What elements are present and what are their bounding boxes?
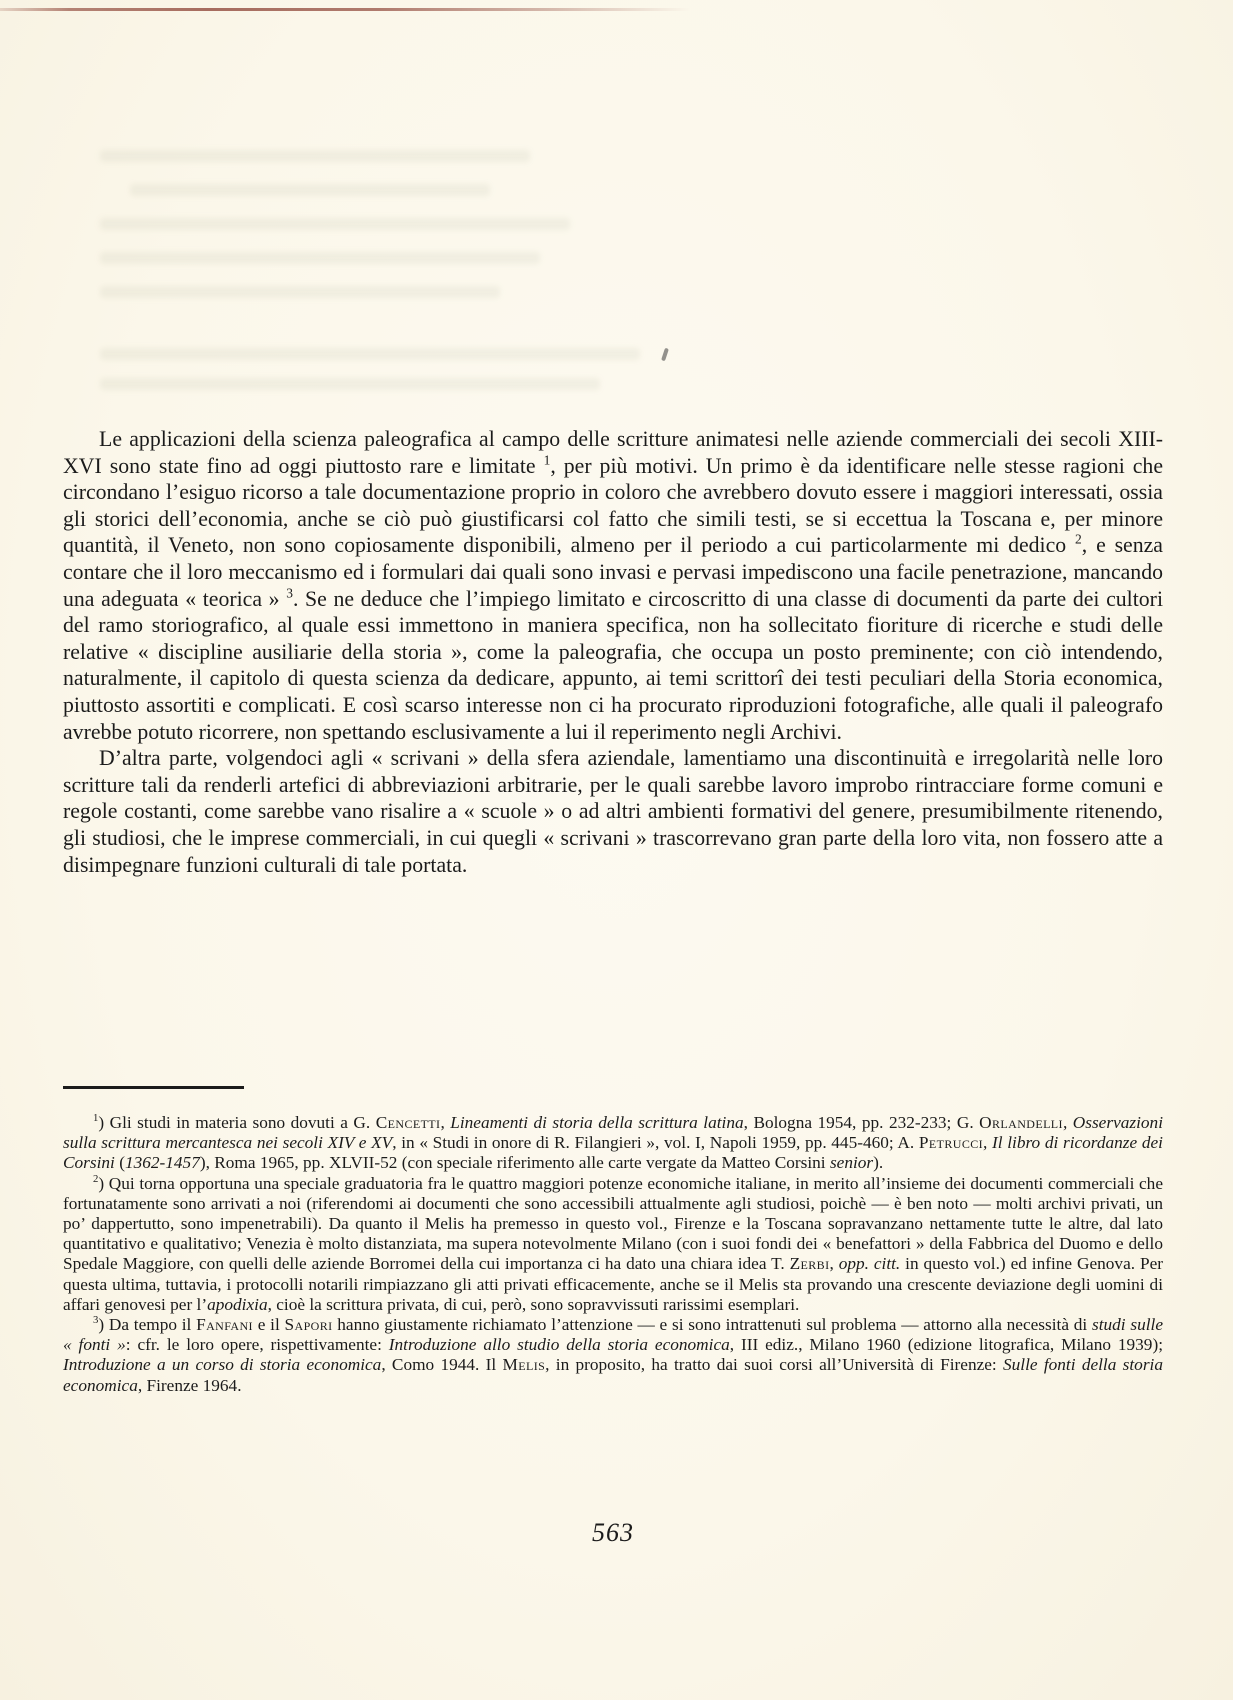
body-paragraph-1: Le applicazioni della scienza paleografica al campo delle scritture animatesi nelle aziende commerciali dei secoli XIII-XVI sono state fino ad oggi piuttosto rare e limitate $^1$, per più motivi. Un primo è da identificare nelle stesse ragioni che circondano l’esiguo ricorso a tale documentazione proprio in coloro che avrebbero dovuto essere i maggiori interessati, ossia gli storici dell’economia, anche se ciò può giustificarsi col fatto che simili testi, se si eccettua la Toscana e, per minore quantità, il Veneto, non sono copiosamente disponibili, almeno per il periodo a cui particolarmente mi dedico $^2$, e senza contare che il loro meccanismo ed i formulari dai quali sono invasi e pervasi impediscono una facile penetrazione, mancando una adeguata « teorica » $^3$. Se ne deduce che l’impiego limitato e circoscritto di una classe di documenti da parte dei cultori del ramo storiografico, al quale essi immettono in maniera specifica, non ha sollecitato fioriture di ricerche e studi delle relative « discipline ausiliarie della storia », come la paleografia, che occupa un posto preminente; con ciò intendendo, naturalmente, il capitolo di questa scienza da dedicare, appunto, ai temi scrittorî dei testi peculiari della Storia economica, piuttosto assortiti e complicati. E così scarso interesse non ci ha procurato riproduzioni fotografiche, alle quali il paleografo avrebbe potuto ricorrere, non spettando esclusivamente a lui il reperimento negli Archivi. <box>63 427 1164 744</box>
footnote-separator <box>63 1086 244 1089</box>
scan-speck <box>661 348 669 362</box>
footnote-1: $^1$) Gli studi in materia sono dovuti a G. Cencetti, Lineamenti di storia della scrittura latina, Bologna 1954, pp. 232-233; G. Orlandelli, Osservazioni sulla scrittura mercantesca nei secoli XIV e XV, in « Studi in onore di R. Filangieri », vol. I, Napoli 1959, pp. 445-460; A. Petrucci, Il libro di ricordanze dei Corsini (1362-1457), Roma 1965, pp. XLVII-52 (con speciale riferimento alle carte vergate da Matteo Corsini senior). <box>63 1112 1163 1173</box>
footnote-2: $^2$) Qui torna opportuna una speciale graduatoria fra le quattro maggiori potenze economiche italiane, in merito all’insieme dei documenti commerciali che fortunatamente sono arrivati a noi (riferendomi ai documenti che sono accessibili attualmente agli studiosi, poichè — è ben noto — molti archivi privati, un po’ dappertutto, sono impenetrabili). Da quanto il Melis ha premesso in questo vol., Firenze e la Toscana sopravanzano nettamente tutte le altre, dal lato quantitativo e qualitativo; Venezia è molto distanziata, ma supera notevolmente Milano (con i suoi fondi dei « benefattori » della Fabbrica del Duomo e dello Spedale Maggiore, con quelli delle aziende Borromei della cui importanza ci ha dato una chiara idea T. Zerbi, opp. citt. in questo vol.) ed infine Genova. Per questa ultima, tuttavia, i protocolli notarili rimpiazzano gli atti privati efficacemente, anche se il Melis sta provando una crescente deviazione degli uomini di affari genovesi per l’apodixia, cioè la scrittura privata, di cui, però, sono sopravvissuti rarissimi esemplari. <box>63 1172 1164 1314</box>
show-through-ghost <box>100 378 600 390</box>
page-number: 563 <box>592 1518 634 1547</box>
show-through-ghost <box>100 150 530 162</box>
footnote-3: $^3$) Da tempo il Fanfani e il Sapori hanno giustamente richiamato l’attenzione — e si sono intrattenuti sul problema — attorno alla necessità di studi sulle « fonti »: cfr. le loro opere, rispettivamente: Introduzione allo studio della storia economica, III ediz., Milano 1960 (edizione litografica, Milano 1939); Introduzione a un corso di storia economica, Como 1944. Il Melis, in proposito, ha tratto dai suoi corsi all’Università di Firenze: Sulle fonti della storia economica, Firenze 1964. <box>63 1314 1164 1395</box>
show-through-ghost <box>100 218 570 230</box>
show-through-ghost <box>100 348 640 360</box>
body-text <box>63 426 1163 878</box>
show-through-ghost <box>100 252 540 264</box>
red-scan-line <box>0 8 690 11</box>
show-through-ghost <box>100 286 500 298</box>
show-through-ghost <box>130 184 490 196</box>
body-paragraph-2: D’altra parte, volgendoci agli « scrivani » della sfera aziendale, lamentiamo una discontinuità e irregolarità nelle loro scritture tali da renderli artefici di abbreviazioni arbitrarie, per le quali sarebbe lavoro improbo rintracciare forme comuni e regole costanti, come sarebbe vano risalire a « scuole » o ad altri ambienti formativi del genere, presumibilmente ritenendo, gli studiosi, che le imprese commerciali, in cui quegli « scrivani » trascorrevano gran parte della loro vita, non fossero atte a disimpegnare funzioni culturali di tale portata. <box>63 746 1163 877</box>
footnotes-block <box>63 1113 1163 1396</box>
